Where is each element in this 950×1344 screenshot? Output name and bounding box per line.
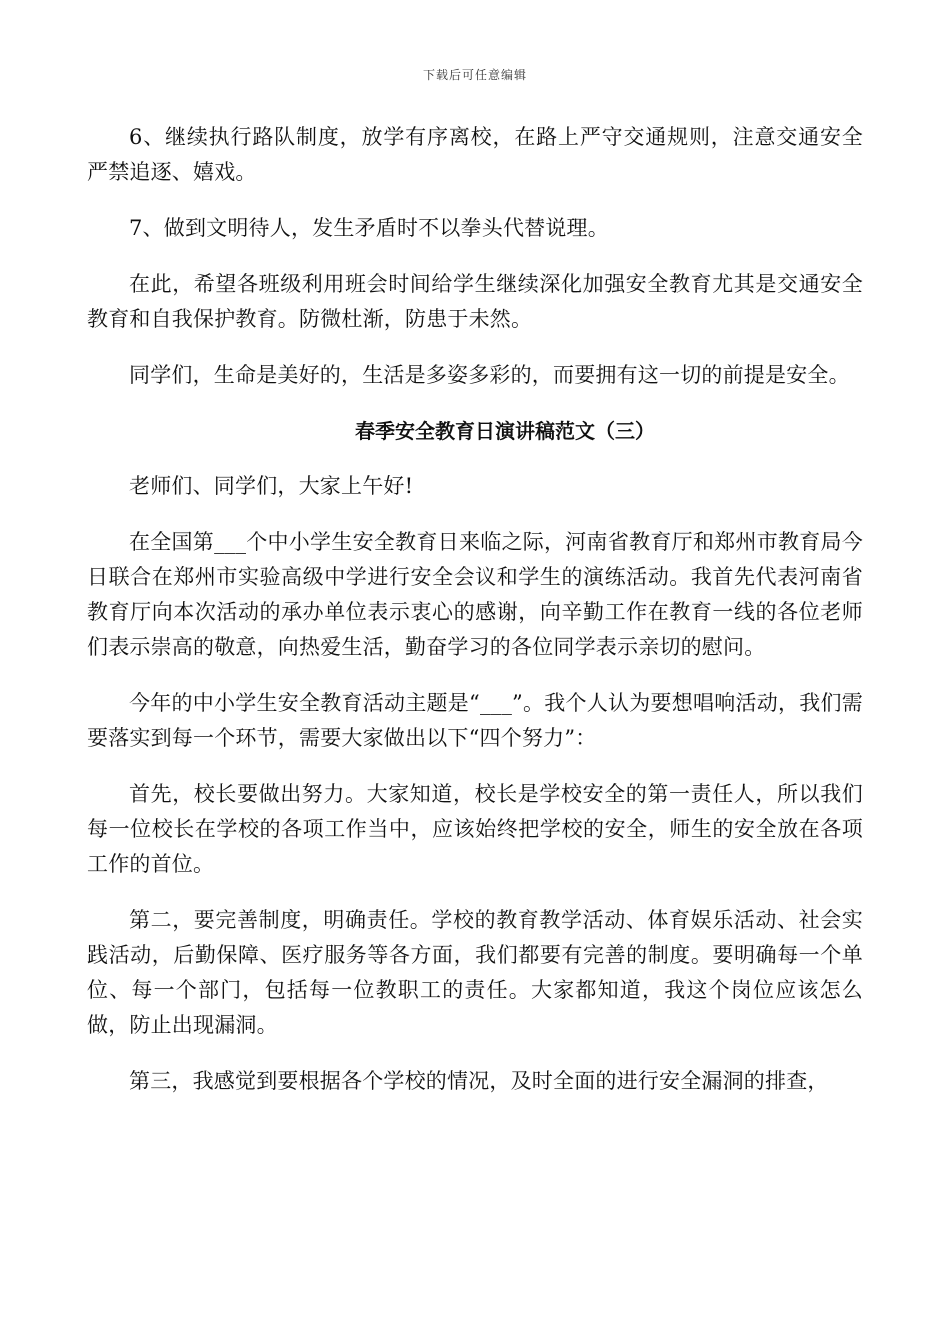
paragraph-theme: 今年的中小学生安全教育活动主题是“___”。我个人认为要想唱响活动，我们需要落实到每一个环节，需要大家做出以下“四个努力”： xyxy=(87,691,863,750)
document-body xyxy=(87,120,863,1120)
page-header: 下载后可任意编辑 xyxy=(422,68,527,82)
paragraph-item-7: 7、做到文明待人，发生矛盾时不以拳头代替说理。 xyxy=(129,216,609,240)
paragraph-life-safety: 同学们，生命是美好的，生活是多姿多彩的，而要拥有这一切的前提是安全。 xyxy=(129,363,850,387)
paragraph-greeting: 老师们、同学们，大家上午好! xyxy=(129,474,414,498)
paragraph-second: 第二，要完善制度，明确责任。学校的教育教学活动、体育娱乐活动、社会实践活动，后勤保障、医疗服务等各方面，我们都要有完善的制度。要明确每一个单位、每一个部门，包括每一位教职工的责任。大家都知道，我这个岗位应该怎么做，防止出现漏洞。 xyxy=(87,908,863,1037)
paragraph-introduction: 在全国第___个中小学生安全教育日来临之际，河南省教育厅和郑州市教育局今日联合在郑州市实验高级中学进行安全会议和学生的演练活动。我首先代表河南省教育厅向本次活动的承办单位表示衷心的感谢，向辛勤工作在教育一线的各位老师们表示崇高的敬意，向热爱生活，勤奋学习的各位同学表示亲切的慰问。 xyxy=(87,530,863,659)
paragraph-third: 第三，我感觉到要根据各个学校的情况，及时全面的进行安全漏洞的排查， xyxy=(129,1069,829,1093)
paragraph-item-6: 6、继续执行路队制度，放学有序离校，在路上严守交通规则，注意交通安全严禁追逐、嬉戏。 xyxy=(87,125,863,184)
section-title: 春季安全教育日演讲稿范文（三） xyxy=(355,419,655,443)
paragraph-class-meeting: 在此，希望各班级利用班会时间给学生继续深化加强安全教育尤其是交通安全教育和自我保护教育。防微杜渐，防患于未然。 xyxy=(87,272,863,331)
paragraph-first: 首先，校长要做出努力。大家知道，校长是学校安全的第一责任人，所以我们每一位校长在学校的各项工作当中，应该始终把学校的安全，师生的安全放在各项工作的首位。 xyxy=(87,782,863,876)
